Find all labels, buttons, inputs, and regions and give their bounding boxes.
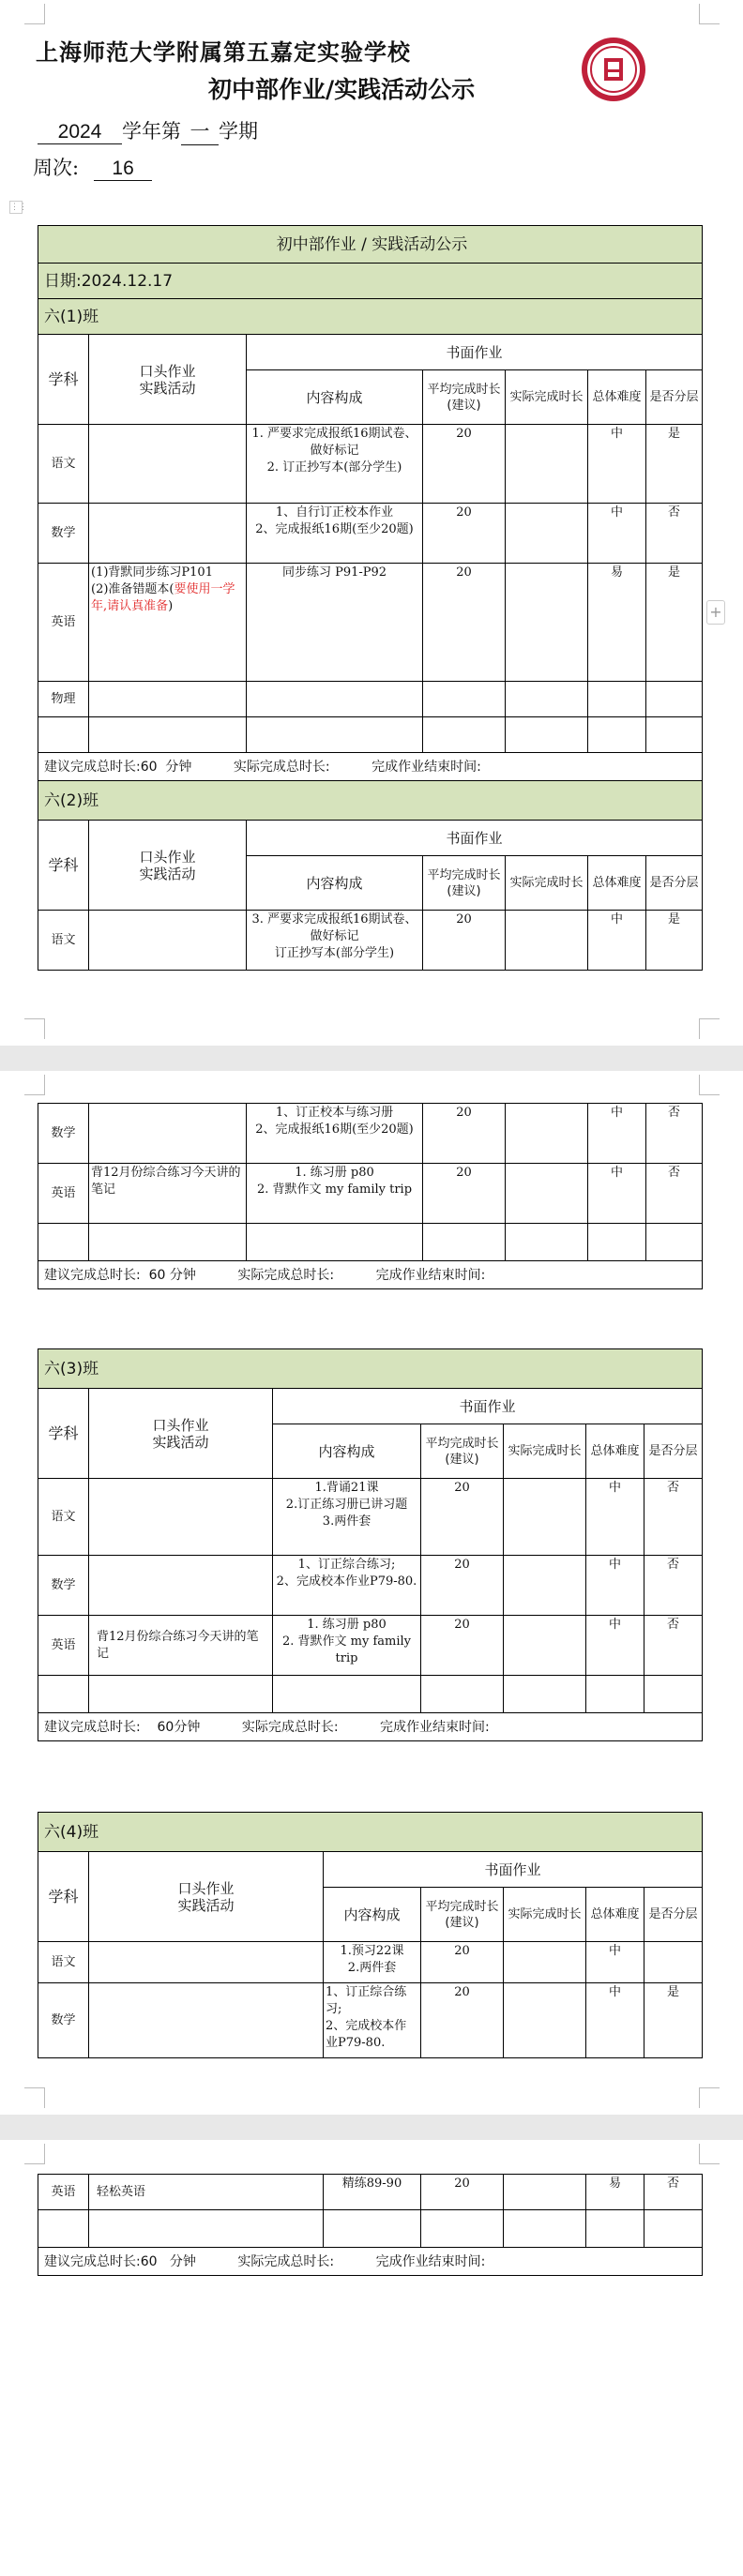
table-row: 语文 1.背诵21课 2.订正练习册已讲习题 3.两件套 20 中 否 [38, 1479, 703, 1556]
table-row: 语文 1. 严要求完成报纸16期试卷、做好标记 2. 订正抄写本(部分学生) 20 中 是 [38, 425, 703, 504]
table-row: 物理 [38, 682, 703, 717]
page-1 [0, 0, 743, 1046]
summary-row: 建议完成总时长:60 分钟 实际完成总时长: 完成作业结束时间: [38, 2248, 703, 2276]
page-3 [0, 2140, 743, 2576]
table-row: 英语 背12月份综合练习今天讲的笔记 1. 练习册 p80 2. 背默作文 my family trip 20 中 否 [38, 1164, 703, 1224]
class-heading: 六(3)班 [38, 1349, 703, 1389]
add-icon[interactable]: + [706, 600, 725, 625]
school-logo-icon [580, 36, 647, 103]
table-row: 数学 1、订正校本与练习册 2、完成报纸16期(至少20题) 20 中 否 [38, 1104, 703, 1164]
crop-mark [699, 1018, 720, 1039]
week-line: 周次: 16 [33, 153, 152, 181]
school-name: 上海师范大学附属第五嘉定实验学校 [36, 38, 411, 66]
year-value: 2024 [38, 121, 122, 144]
term-value: 一 [181, 116, 219, 145]
avg-time-header: 平均完成时长(建议) [423, 370, 506, 425]
crop-mark [24, 2087, 45, 2108]
crop-mark [24, 2144, 45, 2164]
table-row: 语文 1.预习22课 2.两件套 20 中 [38, 1942, 703, 1983]
table-row: 语文 3. 严要求完成报纸16期试卷、做好标记 订正抄写本(部分学生) 20 中 是 [38, 911, 703, 971]
table-title: 初中部作业 / 实践活动公示 [38, 226, 703, 264]
difficulty-header: 总体难度 [588, 370, 646, 425]
crop-mark [699, 2087, 720, 2108]
crop-mark [699, 4, 720, 24]
table-row: 数学 1、订正综合练习; 2、完成校本作业P79-80. 20 中 否 [38, 1556, 703, 1616]
table-row: 英语 背12月份综合练习今天讲的笔记 1. 练习册 p80 2. 背默作文 my family trip 20 中 否 [38, 1616, 703, 1676]
crop-mark [24, 1075, 45, 1095]
oral-header: 口头作业 实践活动 [89, 335, 247, 425]
class-heading: 六(2)班 [38, 781, 703, 821]
crop-mark [24, 1018, 45, 1039]
drag-handle-icon[interactable]: ⋮⋮ [10, 203, 27, 212]
table-row [38, 1676, 703, 1713]
week-value: 16 [94, 158, 152, 181]
page-2 [0, 1071, 743, 2115]
summary-row: 建议完成总时长:60 分钟 实际完成总时长: 完成作业结束时间: [38, 753, 703, 781]
crop-mark [699, 2144, 720, 2164]
class-heading: 六(1)班 [38, 299, 703, 335]
homework-table-2-cont [38, 1103, 703, 1289]
content-header: 内容构成 [247, 370, 423, 425]
table-row: 数学 1、订正综合练习; 2、完成校本作业P79-80. 20 中 是 [38, 1983, 703, 2058]
summary-row: 建议完成总时长: 60 分钟 实际完成总时长: 完成作业结束时间: [38, 1261, 703, 1289]
homework-table-3: 六(3)班 学科 口头作业 实践活动 书面作业 内容构成 平均完成时长(建议) 实际完成时长 总体难度 是否分层 语文 1.背诵21课 2.订正练习册已讲习题 3.两件套 20 中 否 数学 1、订正综合练习; 2、完成校本作业P79-80. 20 中 否 英语 背12月份综合练习今天讲的笔记 1. 练习册 p80 2. 背默作文 my family trip 20 中 否 建议完成总时长: 60分钟 实际完成总时长: 完成作业结束时间: [38, 1348, 703, 1741]
homework-table-4-cont [38, 2174, 703, 2276]
page-title: 初中部作业/实践活动公示 [208, 76, 476, 103]
tiered-header: 是否分层 [646, 370, 703, 425]
class-heading: 六(4)班 [38, 1813, 703, 1852]
homework-table-4: 六(4)班 学科 口头作业 实践活动 书面作业 内容构成 平均完成时长(建议) 实际完成时长 总体难度 是否分层 语文 1.预习22课 2.两件套 20 中 数学 1、订正综合练习; 2、完成校本作业P79-80. 20 中 是 [38, 1812, 703, 2058]
homework-table-1: 初中部作业 / 实践活动公示 日期:2024.12.17 六(1)班 学科 口头作业 实践活动 书面作业 内容构成 平均完成时长(建议) 实际完成时长 总体难度 是否分层 语文 1. 严要求完成报纸16期试卷、做好标记 2. 订正抄写本(部分学生) 20 中 是 数学 1、自行订正校本作业 2、完成报纸16期(至少20题) 20 中 否 英语 (1)背默同步练习P101 (2)准备错题本(要使用一学年,请认真准备) 同步练习 P91-P92 20 易 是 物理 建议完成总时长:60 分钟 实际完成总时长: 完成作业结束时间: 六(2)班 学科 口头作业 实践活动 书面作业 内容构成 平均完成时长(建议) 实际完成时长 总体难度 是否分层 语文 3. 严要求完成报纸16期试卷、做好标记 订正抄写本(部分学生) 20 中 是 [38, 225, 703, 971]
year-term-line: 2024 学年第 一 学期 [38, 116, 258, 145]
red-note: 要使用一学年,请认真准备 [91, 582, 235, 613]
table-row: 英语 (1)背默同步练习P101 (2)准备错题本(要使用一学年,请认真准备) 同步练习 P91-P92 20 易 是 [38, 564, 703, 682]
date-row: 日期:2024.12.17 [38, 264, 703, 299]
subject-header: 学科 [38, 335, 89, 425]
table-row: 数学 1、自行订正校本作业 2、完成报纸16期(至少20题) 20 中 否 [38, 504, 703, 564]
table-row [38, 717, 703, 753]
table-row [38, 1224, 703, 1261]
table-row: 英语 轻松英语 精练89-90 20 易 否 [38, 2175, 703, 2210]
actual-time-header: 实际完成时长 [506, 370, 588, 425]
written-header: 书面作业 [247, 335, 703, 370]
summary-row: 建议完成总时长: 60分钟 实际完成总时长: 完成作业结束时间: [38, 1713, 703, 1741]
crop-mark [699, 1075, 720, 1095]
crop-mark [24, 4, 45, 24]
table-row [38, 2210, 703, 2248]
